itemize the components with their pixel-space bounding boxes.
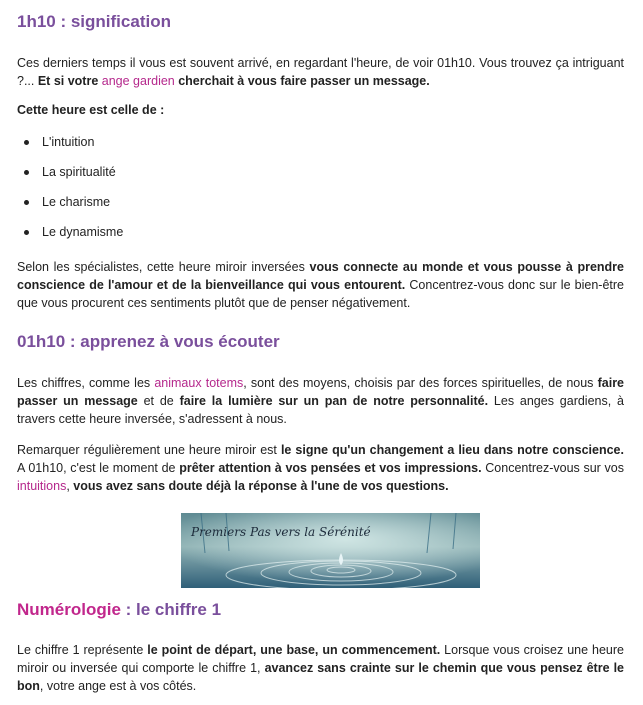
intro-bold-a: Et si votre bbox=[37, 74, 102, 88]
section-title-rest: : le chiffre 1 bbox=[120, 600, 222, 619]
specialists-text-end: Concentrez-vous donc sur le bien-être que vous procurent ces sentiments plutôt que de penser négativement. bbox=[17, 278, 624, 310]
chiffres-text-a: Les chiffres, comme les bbox=[17, 376, 155, 390]
bullet-icon bbox=[24, 140, 29, 145]
animaux-totems-link[interactable]: animaux totems bbox=[154, 376, 244, 390]
chiffre-text-b: Lorsque vous croisez une heure miroir ou inversée qui comporte le chiffre 1, bbox=[17, 643, 624, 675]
chiffres-text-c: et de bbox=[137, 394, 180, 408]
numerologie-link[interactable]: Numérologie bbox=[17, 600, 121, 619]
chiffres-bold-b: faire la lumière sur un pan de notre personnalité. bbox=[179, 394, 489, 408]
remarquer-text-d: , bbox=[66, 479, 74, 493]
chiffres-text-b: , sont des moyens, choisis par des forces spirituelles, de nous bbox=[243, 376, 598, 390]
list-item-label: La spiritualité bbox=[42, 165, 116, 179]
chiffre-text-c: , votre ange est à vos côtés. bbox=[39, 679, 197, 693]
list-item-label: L'intuition bbox=[42, 135, 95, 149]
list-item bbox=[24, 223, 124, 241]
bullet-icon bbox=[24, 170, 29, 175]
banner-caption: Premiers Pas vers la Sérénité bbox=[191, 525, 371, 539]
remarquer-bold-a: le signe qu'un changement a lieu dans notre conscience. bbox=[280, 443, 624, 457]
remarquer-bold-c: vous avez sans doute déjà la réponse à l'une de vos questions. bbox=[73, 479, 449, 493]
list-item bbox=[24, 133, 95, 151]
list-intro: Cette heure est celle de : bbox=[17, 103, 165, 117]
bullet-icon bbox=[24, 200, 29, 205]
list-item-label: Le dynamisme bbox=[42, 225, 124, 239]
list-item bbox=[24, 163, 116, 181]
remarquer-text-a: Remarquer régulièrement une heure miroir est bbox=[17, 443, 281, 457]
section-title-numerologie bbox=[17, 600, 221, 620]
chiffre-bold-a: le point de départ, une base, un commencement. bbox=[147, 643, 441, 657]
chiffres-bold-a: faire passer un message bbox=[17, 376, 625, 408]
section-title-ecouter: 01h10 : apprenez à vous écouter bbox=[17, 332, 280, 351]
chiffres-text-d: Les anges gardiens, à travers cette heure inversée, s'adressent à nous. bbox=[17, 394, 624, 426]
specialists-text: Selon les spécialistes, cette heure miroir inversées bbox=[17, 260, 310, 274]
list-item bbox=[24, 193, 111, 211]
intro-text: Ces derniers temps il vous est souvent arrivé, en regardant l'heure, de voir 01h10. Vous trouvez ça intriguant ?... bbox=[17, 56, 624, 88]
intro-paragraph bbox=[17, 54, 624, 90]
section-title-signification: 1h10 : signification bbox=[17, 12, 171, 31]
chiffre-text-a: Le chiffre 1 représente bbox=[17, 643, 148, 657]
chiffre-bold-b: avancez sans crainte sur le chemin que vous pensez être le bon bbox=[17, 661, 624, 693]
intro-bold-b: cherchait à vous faire passer un message. bbox=[174, 74, 430, 88]
specialists-bold: vous connecte au monde et vous pousse à prendre conscience de l'amour et de la bienveillance qui vous entourent. bbox=[17, 260, 624, 292]
list-item-label: Le charisme bbox=[42, 195, 111, 209]
bullet-icon bbox=[24, 230, 29, 235]
chiffres-paragraph bbox=[17, 374, 624, 428]
remarquer-text-c: Concentrez-vous sur vos bbox=[481, 461, 624, 475]
remarquer-bold-b: prêter attention à vos pensées et vos impressions. bbox=[179, 461, 482, 475]
ange-gardien-link[interactable]: ange gardien bbox=[101, 74, 175, 88]
chiffre-un-paragraph bbox=[17, 641, 624, 695]
serenite-banner-image[interactable] bbox=[181, 513, 480, 588]
specialists-paragraph bbox=[17, 258, 624, 312]
intuitions-link[interactable]: intuitions bbox=[17, 479, 67, 493]
remarquer-paragraph bbox=[17, 441, 624, 495]
remarquer-text-b: A 01h10, c'est le moment de bbox=[17, 461, 180, 475]
